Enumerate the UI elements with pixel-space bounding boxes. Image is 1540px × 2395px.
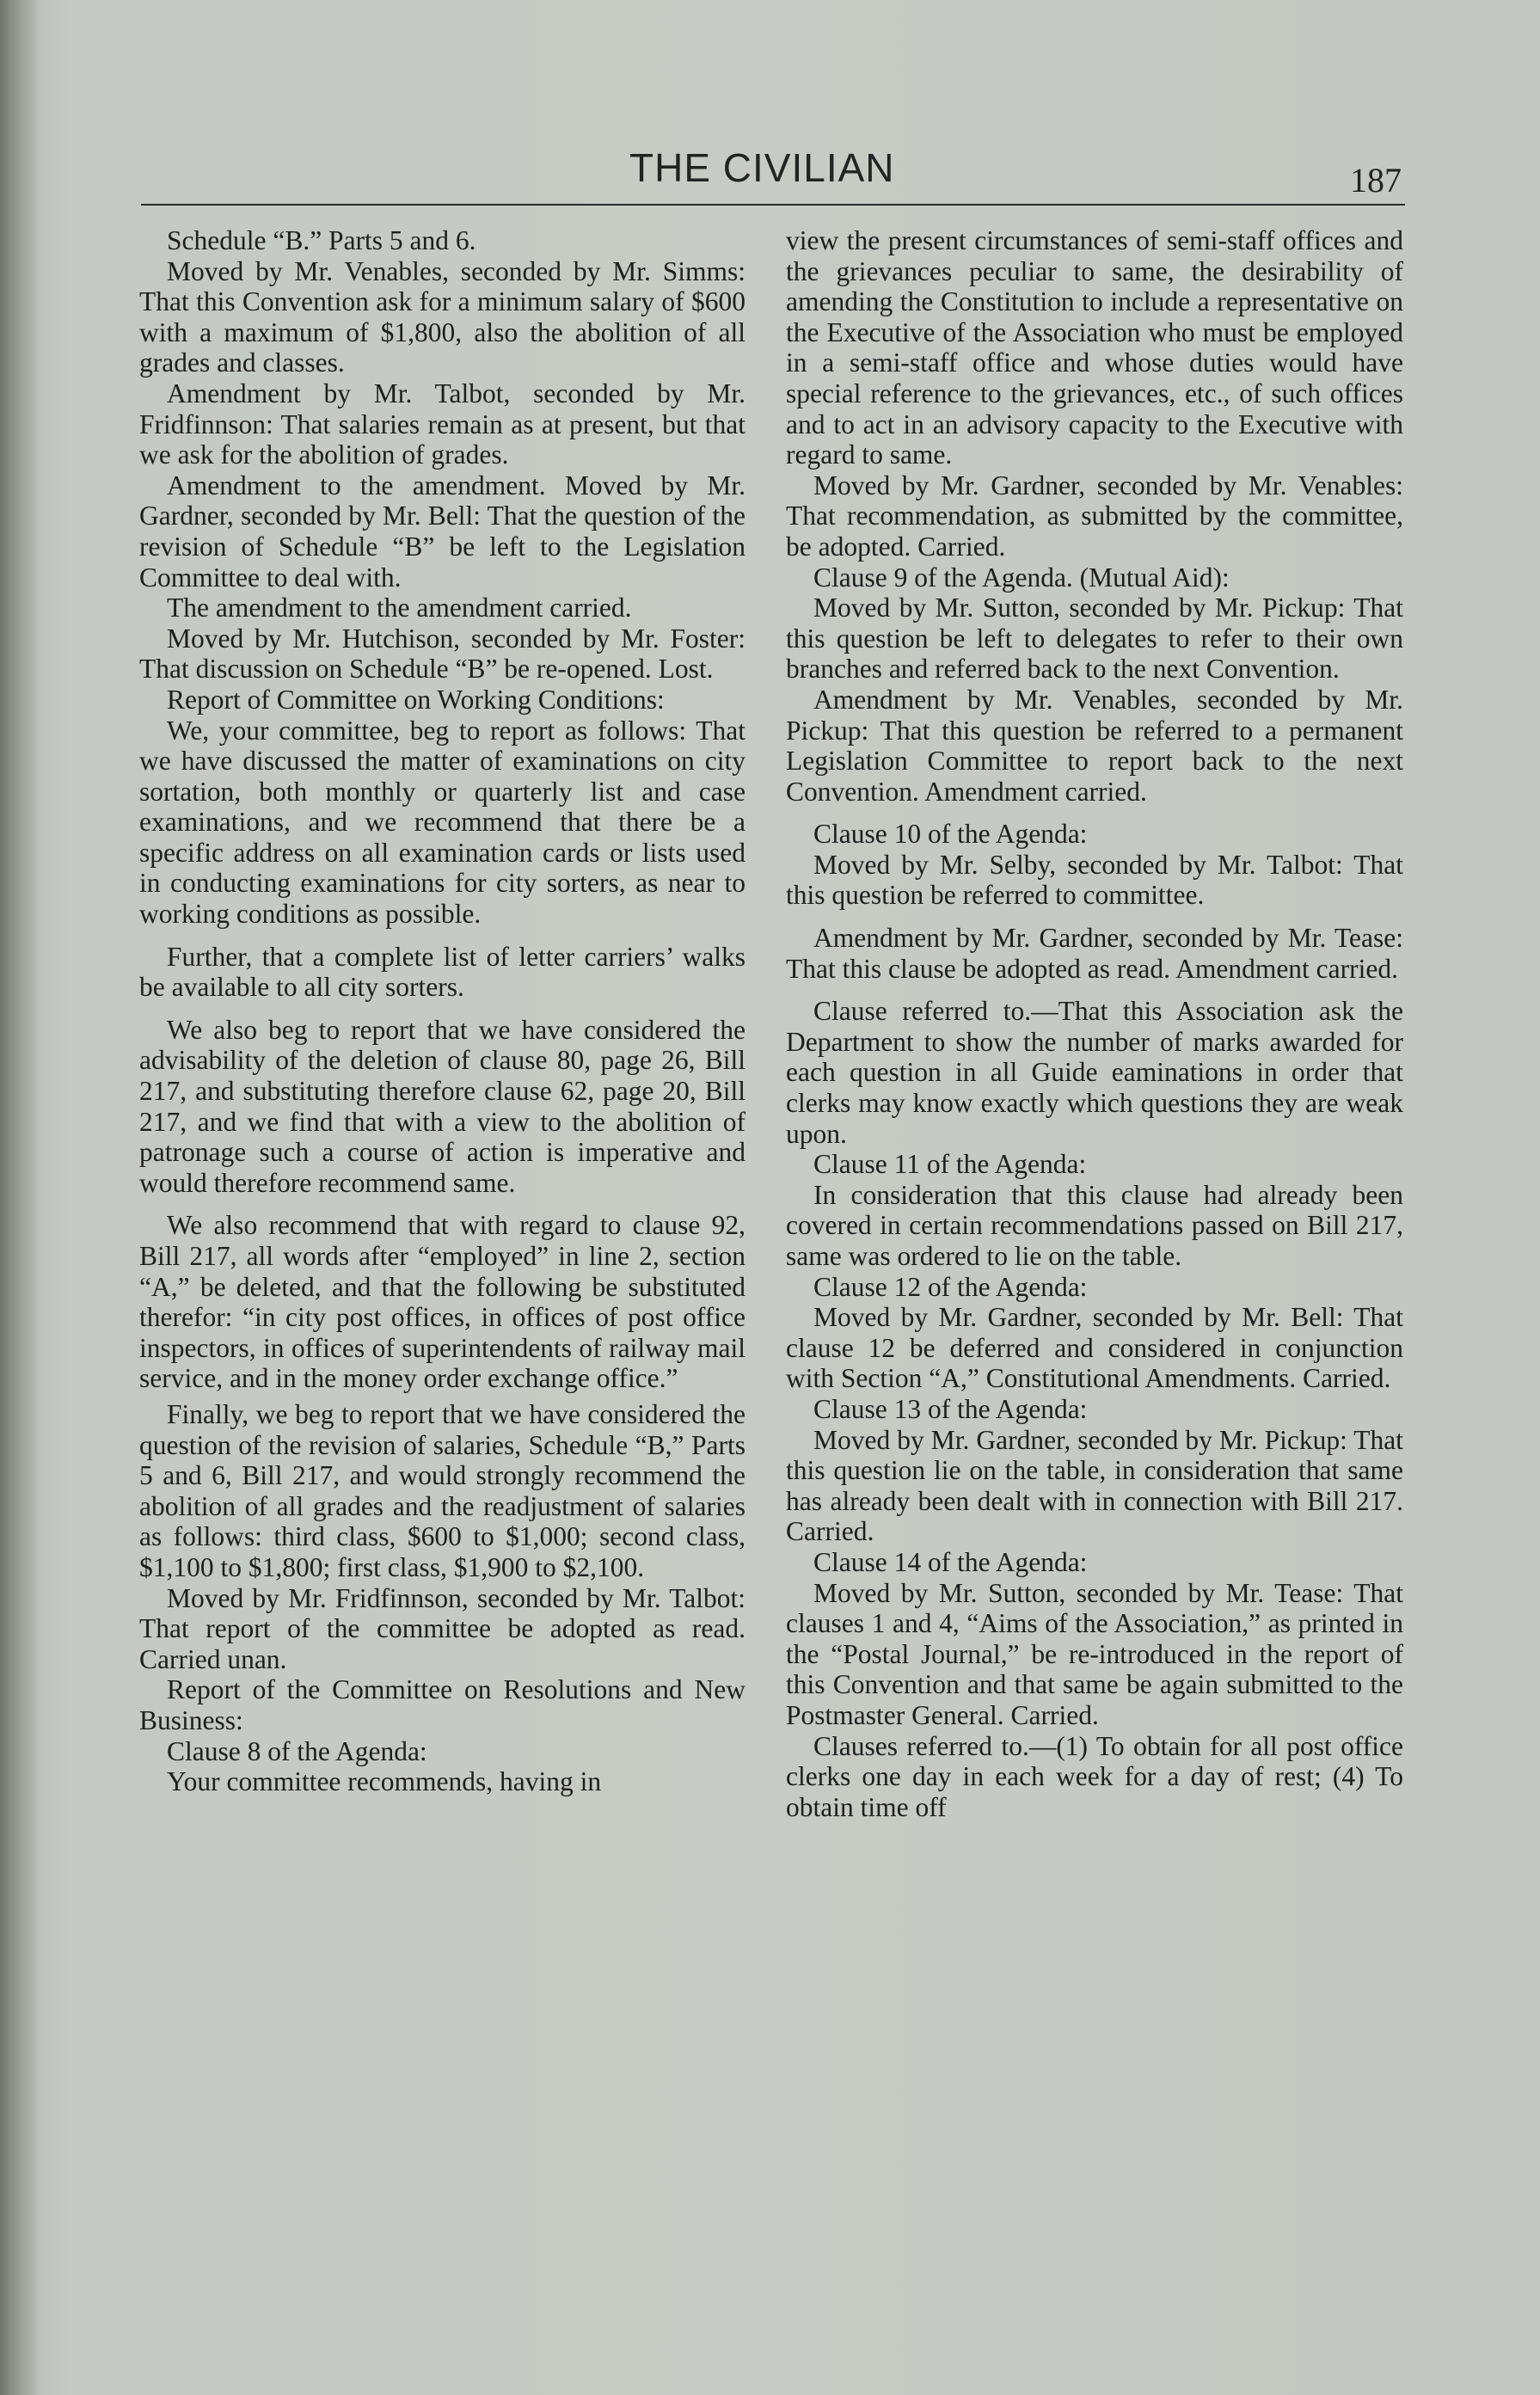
paragraph: We also beg to report that we have considered the advisability of the deletion of clause 80, page 26, Bill 217, and substituting therefore clause 62, page 20, Bill 217, and we find that with a view to the abolition of patronage such a course of action is imperative and would therefore recommend same. [139,1014,745,1198]
paragraph: Amendment by Mr. Venables, seconded by Mr. Pickup: That this question be referred to a permanent Legislation Committee to report back to the next Convention. Amendment carried. [786,684,1403,807]
paragraph: We, your committee, beg to report as follows: That we have discussed the matter of examinations on city sortation, both monthly or quarterly list and case examinations, and we recommend that there be a specific address on all examination cards or lists used in conducting examinations for city sorters, as near to working conditions as possible. [139,715,745,930]
paragraph: We also recommend that with regard to clause 92, Bill 217, all words after “employed” in line 2, section “A,” be deleted, and that the following be substituted therefor: “in city post offices, in offices of post office inspectors, in offices of superintendents of railway mail service, and in the money order exchange office.” [139,1210,745,1394]
paragraph: Amendment to the amendment. Moved by Mr. Gardner, seconded by Mr. Bell: That the question of the revision of Schedule “B” be left to the Legislation Committee to deal with. [139,470,745,593]
paragraph: Amendment by Mr. Gardner, seconded by Mr. Tease: That this clause be adopted as read. Amendment carried. [786,923,1403,984]
paragraph: Clause 13 of the Agenda: [813,1393,1088,1424]
header-rule [141,204,1405,206]
paragraph: Clause 9 of the Agenda. (Mutual Aid): [813,562,1230,593]
paragraph: Moved by Mr. Sutton, seconded by Mr. Pickup: That this question be left to delegates to refer to their own branches and referred back to the next Convention. [786,593,1403,685]
paragraph: Further, that a complete list of letter carriers’ walks be available to all city sorters. [139,941,745,1003]
running-title: THE CIVILIAN [629,145,895,190]
paragraph: Report of the Committee on Resolutions and New Business: [139,1674,745,1735]
paragraph: Moved by Mr. Selby, seconded by Mr. Talbot: That this question be referred to committee. [786,849,1403,911]
paragraph: Moved by Mr. Gardner, seconded by Mr. Bell: That clause 12 be deferred and considered in conjunction with Section “A,” Constitutional Amendments. Carried. [786,1302,1403,1394]
paragraph: Moved by Mr. Sutton, seconded by Mr. Tease: That clauses 1 and 4, “Aims of the Association,” as printed in the “Postal Journal,” be re-introduced in the report of this Convention and that same be again submitted to the Postmaster General. Carried. [786,1577,1403,1730]
paragraph: Clause 11 of the Agenda: [813,1149,1087,1180]
paragraph: Clause 12 of the Agenda: [813,1271,1088,1302]
page-number: 187 [1350,161,1402,200]
right-column [786,225,1403,1822]
paragraph: The amendment to the amendment carried. [167,593,632,623]
paragraph: Moved by Mr. Gardner, seconded by Mr. Venables: That recommendation, as submitted by the committee, be adopted. Carried. [786,470,1403,562]
paragraph: In consideration that this clause had already been covered in certain recommendations passed on Bill 217, same was ordered to lie on the table. [786,1179,1403,1271]
paragraph: Moved by Mr. Hutchison, seconded by Mr. Foster: That discussion on Schedule “B” be re-opened. Lost. [139,623,745,685]
paragraph: view the present circumstances of semi-staff offices and the grievances peculiar to same, the desirability of amending the Constitution to include a representative on the Executive of the Association who must be employed in a semi-staff office and whose duties would have special reference to the grievances, etc., of such offices and to act in an advisory capacity to the Executive with regard to same. [786,225,1403,470]
paragraph: Moved by Mr. Gardner, seconded by Mr. Pickup: That this question lie on the table, in consideration that same has already been dealt with in connection with Bill 217. Carried. [786,1424,1403,1547]
paragraph: Clause 10 of the Agenda: [813,819,1088,850]
paragraph: Clause 8 of the Agenda: [167,1735,427,1766]
paragraph: Moved by Mr. Fridfinnson, seconded by Mr. Talbot: That report of the committee be adopted as read. Carried unan. [139,1582,745,1674]
paragraph: Amendment by Mr. Talbot, seconded by Mr. Fridfinnson: That salaries remain as at present, but that we ask for the abolition of grades. [139,378,745,470]
paragraph: Clause referred to.—That this Association ask the Department to show the number of marks awarded for each question in all Guide eaminations in order that clerks may know exactly which questions they are weak upon. [786,996,1403,1149]
left-column [139,225,745,1797]
paragraph: Schedule “B.” Parts 5 and 6. [167,225,476,255]
binding-shadow [0,0,40,2395]
paragraph: Your committee recommends, having in [167,1766,602,1797]
paragraph: Moved by Mr. Venables, seconded by Mr. Simms: That this Convention ask for a minimum salary of $600 with a maximum of $1,800, also the abolition of all grades and classes. [139,255,745,378]
paragraph: Report of Committee on Working Conditions: [167,684,665,715]
paragraph: Clauses referred to.—(1) To obtain for all post office clerks one day in each week for a day of rest; (4) To obtain time off [786,1730,1403,1822]
paragraph: Finally, we beg to report that we have considered the question of the revision of salaries, Schedule “B,” Parts 5 and 6, Bill 217, and would strongly recommend the abolition of all grades and the readjustment of salaries as follows: third class, $600 to $1,000; second class, $1,100 to $1,800; first class, $1,900 to $2,100. [139,1398,745,1582]
paragraph: Clause 14 of the Agenda: [813,1546,1088,1577]
